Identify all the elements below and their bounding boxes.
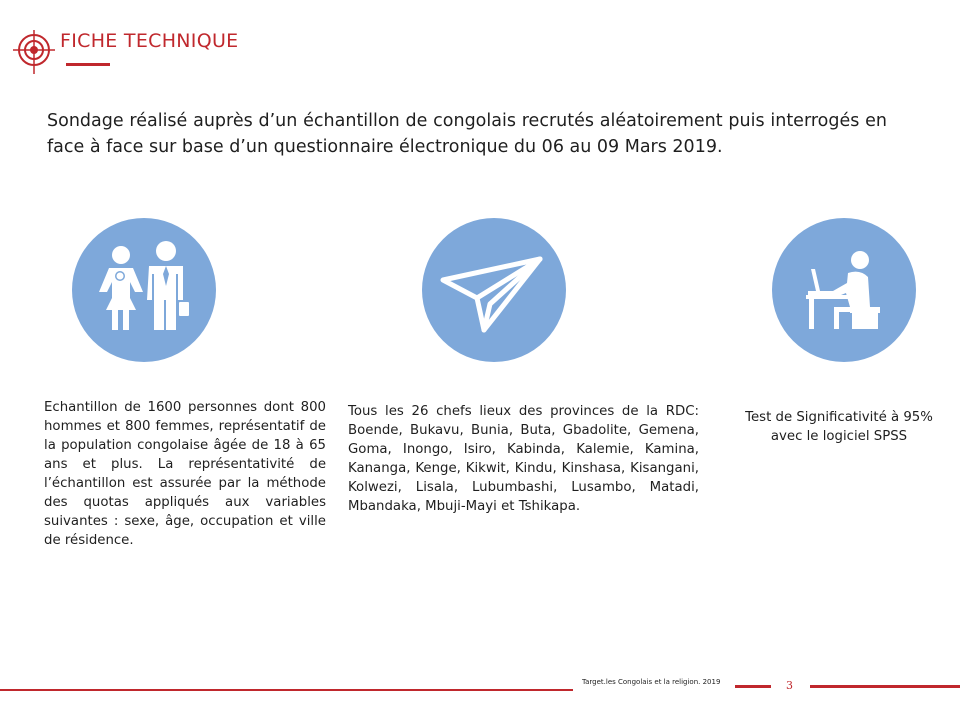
analysis-description: Test de Significativité à 95% avec le logiciel SPSS [745,410,933,444]
locations-description: Tous les 26 chefs lieux des provinces de la RDC: Boende, Bukavu, Bunia, Buta, Gbadolite, Gemena, Goma, Inongo, Isiro, Kabinda, Kalemie, Kamina, Kananga, Kenge, Kikwit, Kindu, Kinshasa, Kisangani, Kolwezi, Lisala, Lubumbashi, Lusambo, Matadi, Mbandaka, Mbuji-Mayi et Tshikapa. [348,404,699,514]
title-underline [66,63,110,66]
sample-description: Echantillon de 1600 personnes dont 800 hommes et 800 femmes, représentatif de la population congolaise âgée de 18 à 65 ans et plus. La représentativité de l’échantillon est assurée par la méthode des quotas appliqués aux variables suivantes : sexe, âge, occupation et ville de résidence. [44,400,326,548]
person-at-laptop-icon [772,218,916,362]
footer-source: Target.les Congolais et la religion. 2019 [582,678,721,686]
family-icon [72,218,216,362]
page-number: 3 [786,679,793,692]
target-icon [12,28,56,76]
paper-plane-icon [422,218,566,362]
page-title: FICHE TECHNIQUE [60,30,239,52]
intro-paragraph: Sondage réalisé auprès d’un échantillon de congolais recrutés aléatoirement puis interrogés en face à face sur base d’un questionnaire électronique du 06 au 09 Mars 2019. [47,111,887,157]
footer-divider-left [0,689,573,691]
footer-divider-middle [735,685,771,688]
footer-divider-right [810,685,960,688]
